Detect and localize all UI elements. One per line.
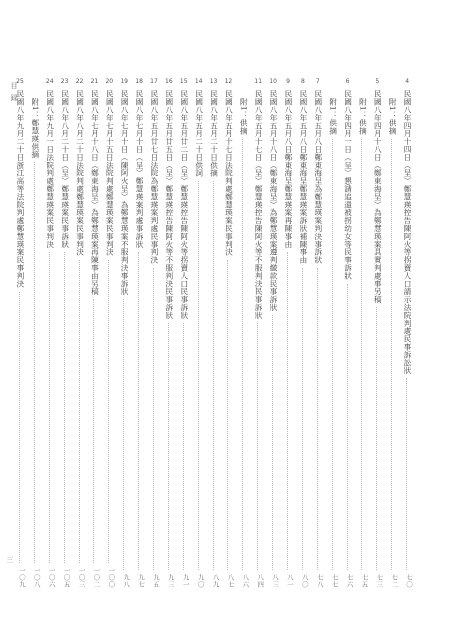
toc-entry-page: 一〇六 [47,567,56,588]
toc-entry-page: 九八 [122,574,131,588]
toc-entry-page: 一〇二 [92,567,101,588]
toc-entry-number: 9 [286,78,290,85]
toc-entry-title: 民國八年五月八日鄭東海呈鄭慧瑛案再陳事由 [283,90,293,248]
toc-leader-dots [153,268,154,570]
toc-entry [147,78,161,588]
toc-entry-title: 附1：鄭慧瑛供摘 [30,98,40,159]
toc-leader-dots [272,315,273,570]
toc-entry-number: 18 [135,78,143,85]
toc-entry [236,78,250,588]
toc-entry [221,78,235,588]
toc-entry-number: 6 [345,78,350,85]
toc-entry [370,78,384,588]
toc-entry-number: 16 [165,78,173,85]
toc-entry-page: 一〇九 [17,567,26,588]
toc-leader-dots [361,139,362,570]
toc-entry [58,78,72,588]
toc-entry-title: 民國八年五月二十日供詞 [194,90,204,177]
toc-entry-number: 22 [75,78,84,85]
toc-entry-number: 11 [254,78,263,85]
toc-entry-number: 5 [375,78,380,85]
toc-entry-page: 一〇三 [77,567,86,588]
toc-entry-page: 八四 [256,574,265,588]
toc-entry [385,78,399,588]
toc-entry-page: 九七 [137,574,146,588]
toc-entry-number: 19 [120,78,128,85]
running-head: 目録 [10,82,18,106]
toc-entry [311,78,325,588]
toc-leader-dots [123,299,124,570]
toc-entry-title: 民國八年七月十五日法院判處鄭慧瑛案民事判決 [105,90,115,256]
toc-entry-number: 12 [224,78,233,85]
toc-entry-page: 九三 [166,574,175,588]
toc-entry-title: 民國八年五月十八日（鄭東海呈）為鄭慧瑛案遵判繳款民事訴狀 [269,90,279,312]
toc-entry-title: 附1：供摘 [358,98,368,135]
toc-leader-dots [287,252,288,570]
toc-leader-dots [19,292,20,563]
toc-leader-dots [376,307,377,570]
table-of-contents [13,78,414,588]
toc-leader-dots [183,323,184,570]
toc-entry-title: 民國八年五月二十日供摘 [209,90,219,177]
toc-entry-number: 4 [405,78,410,85]
toc-entry-page: 七二 [390,574,399,588]
toc-entry [87,78,101,588]
toc-entry-number: 15 [179,78,188,85]
toc-leader-dots [406,378,407,570]
toc-entry [162,78,176,588]
toc-entry-number: 17 [150,78,158,85]
toc-entry-number: 14 [194,78,203,85]
toc-entry-page: 八〇 [300,574,309,588]
toc-entry [132,78,146,588]
toc-leader-dots [168,323,169,570]
toc-entry-title: 民國八年五月十七日（呈）鄭慧瑛控告陳阿火等不服判決民事訴狀 [254,90,264,320]
toc-entry-page: 八六 [241,574,250,588]
toc-entry-number: 24 [45,78,54,85]
toc-leader-dots [302,268,303,570]
toc-leader-dots [227,260,228,570]
toc-entry-title: 附1：供摘 [388,98,398,135]
toc-entry [73,78,87,588]
toc-leader-dots [93,299,94,563]
toc-leader-dots [64,252,65,563]
toc-entry [296,78,310,588]
toc-entry-page: 七七 [330,574,339,588]
toc-entry [281,78,295,588]
toc-entry-title: 民國八年七月十日（陳阿火呈）為鄭慧瑛案不服判決事訴狀 [120,90,130,296]
toc-entry-number: 7 [315,78,320,85]
toc-leader-dots [213,181,214,570]
toc-entry-page: 八九 [211,574,220,588]
toc-entry-title: 民國八年四月十八日（鄭東海呈）為鄭慧瑛案具實判處事另稿 [373,90,383,304]
toc-entry [13,78,27,588]
toc-leader-dots [391,139,392,570]
toc-entry-page: 九〇 [196,574,205,588]
toc-entry-title: 附1：供摘 [239,98,249,135]
toc-entry [400,78,414,588]
toc-entry [192,78,206,588]
toc-entry-title: 民國八年八月二十日法院判處鄭慧瑛案民事判決 [75,90,85,256]
toc-leader-dots [317,268,318,570]
toc-entry-title: 民國八年九月二十日浙江高等法院判處鄭慧瑛案民事判決 [15,90,25,288]
toc-leader-dots [257,323,258,570]
toc-leader-dots [79,260,80,563]
toc-entry-page: 八七 [226,574,235,588]
toc-entry-page: 七〇 [405,574,414,588]
toc-entry [177,78,191,588]
toc-entry-page: 七八 [315,574,324,588]
toc-leader-dots [49,252,50,563]
toc-entry-page: 八一 [285,574,294,588]
toc-entry [28,78,42,588]
toc-entry-number: 25 [16,78,24,85]
toc-entry [355,78,369,588]
toc-entry-page: 一〇八 [32,567,41,588]
toc-entry-title: 民國八年八月二十日（呈）鄭慧瑛案民事訴狀 [60,90,70,248]
toc-entry-page: 一〇五 [62,567,71,588]
toc-entry-number: 8 [300,78,305,85]
toc-entry-number: 20 [105,78,114,85]
toc-entry [117,78,131,588]
toc-entry-title: 民國八年五月廿二日（呈）鄭慧瑛控告陳阿火等拐賣人口民事訴狀 [179,90,189,320]
toc-leader-dots [108,260,109,563]
toc-leader-dots [242,139,243,570]
toc-entry-title: 民國八年五月廿七日法院為鄭慧瑛案判處民事判決 [149,90,159,264]
toc-entry-title: 民國八年七月十日（呈）鄭慧瑛案判處事訴狀 [135,90,145,248]
toc-entry [251,78,265,588]
toc-entry-title: 民國八年五月十七日法院判處鄭慧瑛案民事判決 [224,90,234,256]
toc-leader-dots [347,284,348,570]
toc-entry [102,78,116,588]
toc-entry-title: 附1：供摘 [328,98,338,135]
toc-entry [43,78,57,588]
toc-entry-number: 21 [90,78,99,85]
toc-entry-number: 23 [60,78,69,85]
toc-entry-page: 一〇〇 [107,567,116,588]
toc-entry-page: 八三 [271,574,280,588]
toc-leader-dots [198,181,199,570]
toc-entry-title: 民國八年四月一日（呈）懇請追還被拐幼女等民事訴狀 [343,90,353,280]
toc-entry [266,78,280,588]
toc-entry [341,78,355,588]
toc-entry-title: 民國八年五月八日鄭東海呈為鄭慧瑛案判決事訴狀 [313,90,323,264]
toc-entry-page: 七五 [360,574,369,588]
toc-leader-dots [138,252,139,570]
toc-entry-page: 九一 [181,574,190,588]
toc-entry-title: 民國八年五月八日鄭東海呈鄭慧瑛案訴狀補陳事由 [298,90,308,264]
toc-entry-page: 九五 [151,574,160,588]
toc-entry-page: 七六 [345,574,354,588]
toc-entry-number: 10 [269,78,277,85]
toc-leader-dots [34,162,35,563]
toc-entry-title: 民國八年九月一日法院判處鄭慧瑛案民事判決 [45,90,55,248]
toc-leader-dots [332,139,333,570]
toc-entry-title: 民國八年四月十四日（呈）鄭慧瑛控告陳阿火等拐賣人口請示法院判處民事訴訟狀 [403,90,413,375]
toc-entry-title: 民國八年五月廿五日（呈）鄭慧瑛控告陳阿火等不服判決民事訴狀 [164,90,174,320]
toc-entry-title: 民國八年七月十八日（鄭東海呈）為鄭慧瑛案再陳事由另稿 [90,90,100,296]
toc-entry [207,78,221,588]
toc-entry [326,78,340,588]
toc-entry-page: 七三 [375,574,384,588]
toc-entry-number: 13 [209,78,218,85]
page-number: 三 [6,556,14,563]
